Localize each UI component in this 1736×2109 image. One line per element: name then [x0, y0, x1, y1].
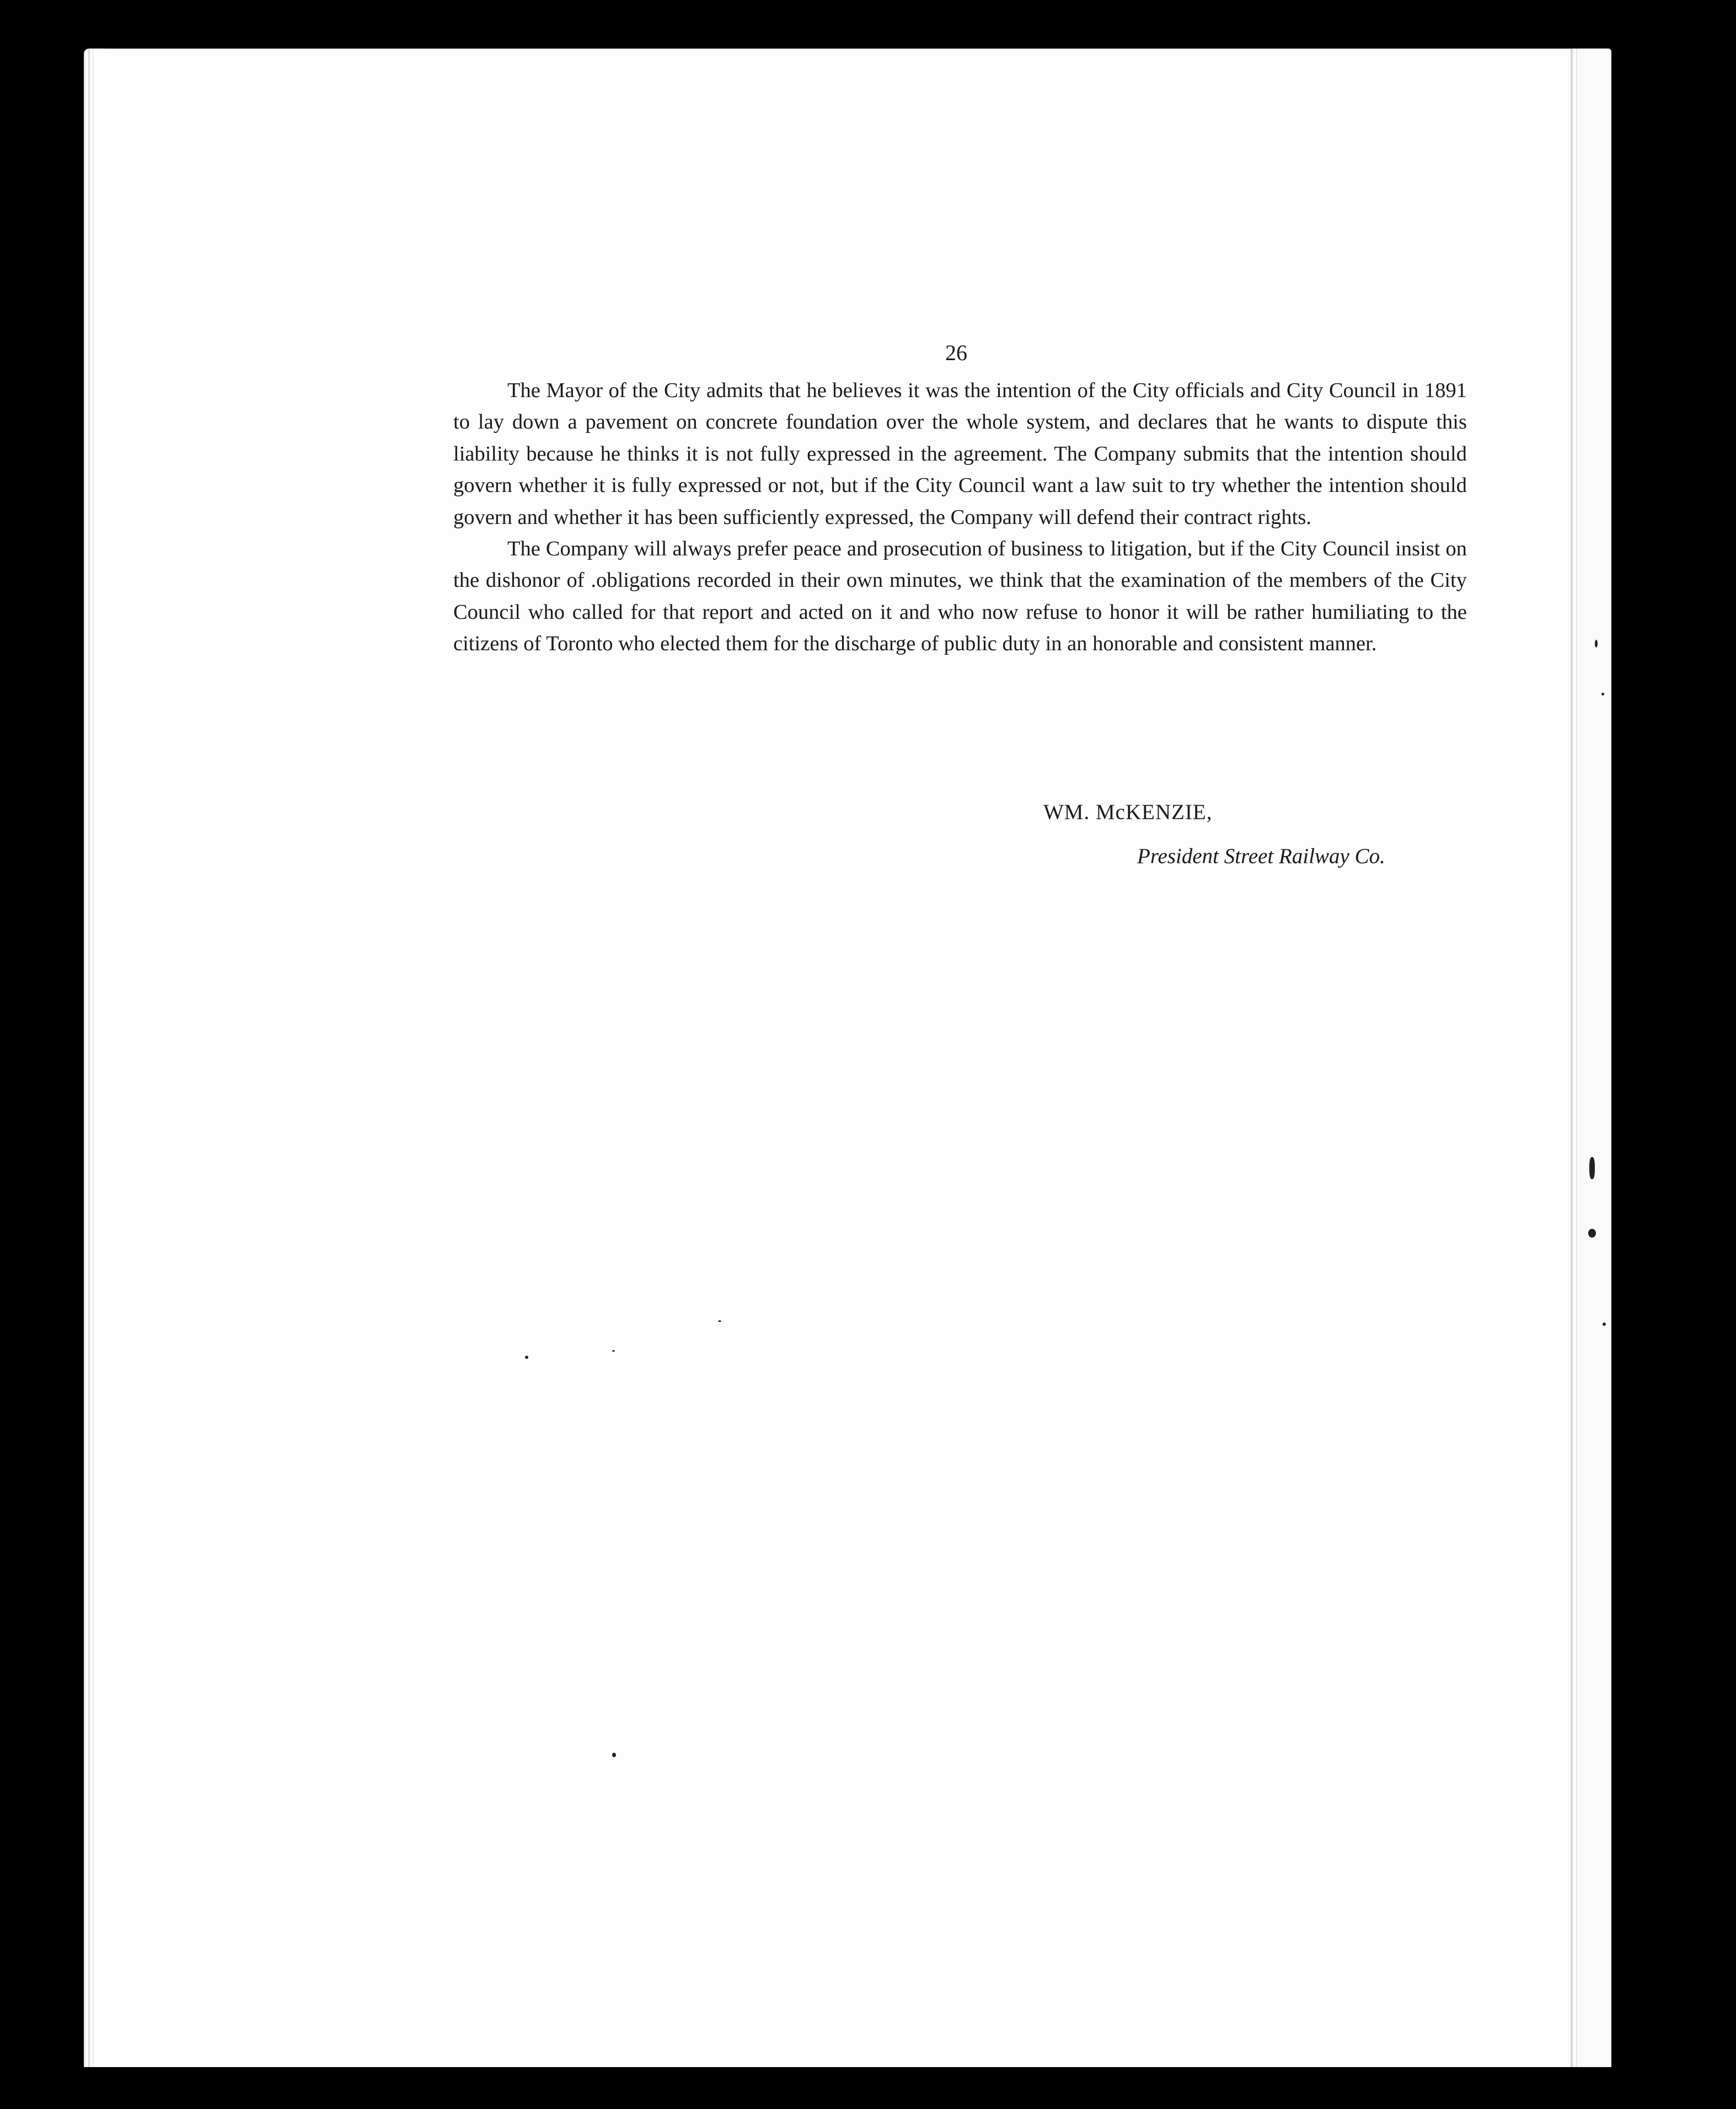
page-fold-strip — [1571, 49, 1611, 2067]
document-page — [84, 49, 1611, 2067]
scan-speck — [718, 1320, 721, 1322]
page-left-edge — [84, 49, 105, 2067]
body-text — [453, 375, 1467, 660]
scan-speck — [1589, 1157, 1595, 1179]
paragraph-company-position: The Company will always prefer peace and prosecution of business to litigation, but if the City Council insist on the dishonor of .obligations recorded in their own minutes, we think that the examination of the members of the City Council who called for that report and acted on it and who now refuse to honor it will be rather humiliating to the citizens of Toronto who elected them for the discharge of public duty in an honorable and consistent manner. — [453, 537, 1467, 656]
scan-speck — [525, 1356, 528, 1359]
page-number: 26 — [945, 340, 967, 365]
scan-speck — [612, 1350, 615, 1352]
scan-speck — [1595, 640, 1598, 647]
paragraph-mayor-statement: The Mayor of the City admits that he believes it was the intention of the City officials and City Council in 1891 to lay down a pavement on concrete foundation over the whole system, and declares that he wants to dispute this liability because he thinks it is not fully expressed in the agreement. The Company submits that the intention should govern whether it is fully expressed or not, but if the City Council want a law suit to try whether the intention should govern and whether it has been sufficiently expressed, the Company will defend their contract rights. — [453, 379, 1467, 529]
signature-title: President Street Railway Co. — [1137, 844, 1385, 868]
scan-speck — [612, 1753, 616, 1757]
scan-speck — [1601, 693, 1604, 695]
scan-speck — [1588, 1229, 1596, 1238]
scan-speck — [1603, 1323, 1606, 1326]
page-top-edge — [84, 49, 1611, 54]
signature-name: WM. McKENZIE, — [1043, 800, 1213, 824]
